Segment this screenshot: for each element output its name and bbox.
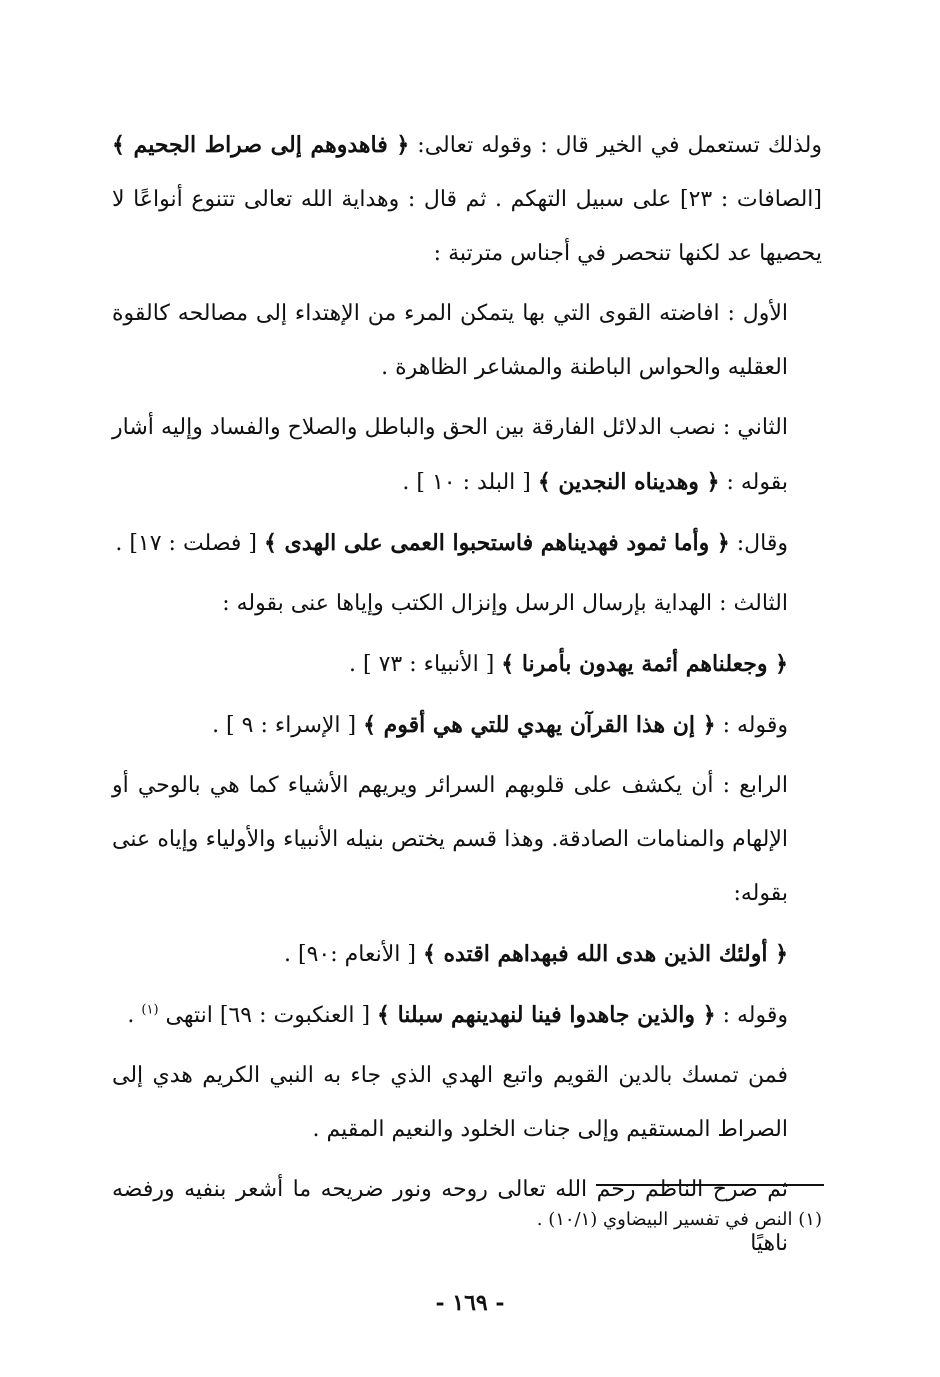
quran-verse: ﴿ وهديناه النجدين ﴾ xyxy=(537,469,720,495)
main-text xyxy=(112,118,822,1271)
text-span: . xyxy=(127,1003,142,1028)
verse-reference: [ الأنبياء : ٧٣ ] . xyxy=(349,652,502,677)
text-span: الثاني : نصب الدلائل الفارقة بين الحق والباطل والصلاح والفساد وإليه أشار بقوله : xyxy=(112,415,788,495)
paragraph-8 xyxy=(112,759,822,921)
quran-verse: ﴿ أولئك الذين هدى الله فبهداهم اقتده ﴾ xyxy=(422,941,788,967)
text-span: ثم صرح الناظم رحم الله تعالى روحه ونور ضريحه ما أشعر بنفيه ورفضه ناهيًا xyxy=(112,1177,788,1256)
page-number: - ١٦٩ - xyxy=(435,1290,505,1316)
verse-reference: [ الإسراء : ٩ ] . xyxy=(212,713,364,738)
text-span: الثالث : الهداية بإرسال الرسل وإنزال الكتب وإياها عنى بقوله : xyxy=(222,591,788,616)
quran-verse: ﴿ وجعلناهم أئمة يهدون بأمرنا ﴾ xyxy=(501,651,788,677)
paragraph-1 xyxy=(112,118,822,281)
verse-reference: [ البلد : ١٠ ] . xyxy=(402,470,538,495)
verse-reference: [ فصلت : ١٧] . xyxy=(115,531,264,556)
paragraph-7 xyxy=(112,698,822,753)
paragraph-5 xyxy=(112,577,822,631)
paragraph-9 xyxy=(112,927,822,982)
paragraph-2 xyxy=(112,287,822,395)
text-span: الرابع : أن يكشف على قلوبهم السرائر ويريهم الأشياء كما هي بالوحي أو الإلهام والمنامات الصادقة. وهذا قسم يختص بنيله الأنبياء والأولياء وإياه عنى بقوله: xyxy=(112,773,788,906)
text-span: وقال: xyxy=(729,531,788,556)
paragraph-6 xyxy=(112,637,822,692)
footnote-separator xyxy=(596,1184,824,1186)
paragraph-4 xyxy=(112,516,822,571)
quran-verse: ﴿ وأما ثمود فهديناهم فاستحبوا العمى على الهدى ﴾ xyxy=(264,530,730,556)
text-span: فمن تمسك بالدين القويم واتبع الهدي الذي جاء به النبي الكريم هدي إلى الصراط المستقيم وإلى جنات الخلود والنعيم المقيم . xyxy=(112,1063,788,1142)
text-span: وقوله : xyxy=(715,713,788,738)
text-span: ولذلك تستعمل في الخير قال : وقوله تعالى: xyxy=(409,133,822,158)
quran-verse: ﴿ والذين جاهدوا فينا لنهدينهم سبلنا ﴾ xyxy=(377,1002,716,1028)
paragraph-11 xyxy=(112,1049,822,1157)
quran-verse: ﴿ إن هذا القرآن يهدي للتي هي أقوم ﴾ xyxy=(363,712,716,738)
verse-reference: [ العنكبوت : ٦٩] انتهى xyxy=(158,1003,378,1028)
verse-reference: [ الأنعام :٩٠] . xyxy=(284,942,423,967)
footnote: (١) النص في تفسير البيضاوي (١٠/١) . xyxy=(536,1209,822,1230)
text-span: الأول : افاضته القوى التي بها يتمكن المرء من الإهتداء إلى مصالحه كالقوة العقليه والحواس الباطنة والمشاعر الظاهرة . xyxy=(112,301,788,380)
footnote-marker[interactable]: (١) xyxy=(141,1002,159,1018)
paragraph-10 xyxy=(112,988,822,1043)
paragraph-3 xyxy=(112,401,822,510)
quran-verse: ﴿ فاهدوهم إلى صراط الجحيم ﴾ xyxy=(112,132,410,158)
text-span: وقوله : xyxy=(715,1003,788,1028)
text-span: [الصافات : ٢٣] على سبيل التهكم . ثم قال : وهداية الله تعالى تتنوع أنواعًا لا يحصيها عد لكنها تنحصر في أجناس مترتبة : xyxy=(112,187,822,266)
